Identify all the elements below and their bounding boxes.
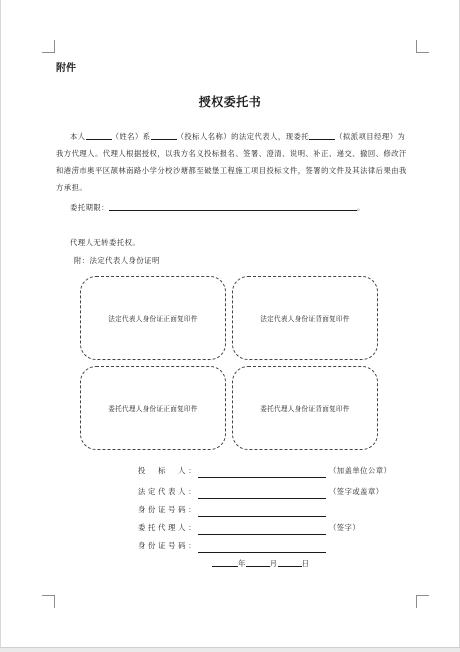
attachment-label: 附件 bbox=[56, 63, 76, 74]
date-row bbox=[212, 558, 309, 569]
signature-row-agent bbox=[0, 523, 460, 535]
crop-mark-bottom-right bbox=[416, 595, 429, 608]
signature-label: 身份证号码： bbox=[138, 505, 196, 514]
signature-label: 法定代表人： bbox=[138, 487, 196, 496]
signature-label: 投 标 人： bbox=[138, 466, 196, 475]
signature-line bbox=[198, 476, 326, 478]
year-label: 年 bbox=[238, 559, 246, 568]
id-copy-box-agent-back bbox=[232, 366, 378, 450]
id-copy-box-label: 法定代表人身份证背面复印件 bbox=[260, 315, 350, 323]
entrust-period-end: 。 bbox=[356, 203, 365, 212]
id-copy-box-legal-back bbox=[232, 276, 378, 360]
month-blank bbox=[246, 558, 270, 567]
signature-label: 委托代理人： bbox=[138, 523, 196, 532]
month-label: 月 bbox=[269, 559, 278, 568]
document-title: 授权委托书 bbox=[198, 95, 262, 109]
signature-row-legal-rep-id bbox=[0, 505, 460, 517]
signature-line bbox=[198, 497, 326, 499]
no-subdelegation-text: 代理人无转委托权。 bbox=[70, 238, 141, 247]
signature-line bbox=[198, 515, 326, 517]
year-blank bbox=[212, 558, 238, 567]
name-blank bbox=[86, 130, 112, 140]
signature-note: （签字） bbox=[329, 523, 361, 532]
day-blank bbox=[278, 558, 302, 567]
crop-mark-top-left bbox=[42, 40, 55, 53]
signature-row-agent-id bbox=[0, 541, 460, 553]
entrust-period-label: 委托期限： bbox=[70, 203, 109, 212]
id-copy-box-agent-front bbox=[80, 366, 226, 450]
paragraph-text-2: （姓名）系 bbox=[111, 132, 151, 141]
entrust-period-blank bbox=[109, 202, 357, 211]
crop-mark-top-right bbox=[416, 40, 429, 53]
signature-line bbox=[198, 551, 326, 553]
crop-mark-bottom-left bbox=[42, 595, 55, 608]
day-label: 日 bbox=[301, 559, 310, 568]
signature-row-legal-rep bbox=[0, 487, 460, 499]
paragraph-text-4: （拟派项目经理）为我方代理人。代理人根据授权，以我方名义投标报名、签署、澄清、说明、补正、递交、撤回、修改汗和港涝市奥平区颉林南路小学分校沙塘都至破堡工程施工项目投标文件，签署的文件及其法律后果由我方承担。 bbox=[56, 132, 407, 192]
entrust-period-row bbox=[70, 202, 365, 213]
id-copy-box-label: 委托代理人身份证背面复印件 bbox=[260, 405, 350, 413]
attachment-note: 附：法定代表人身份证明 bbox=[74, 256, 160, 265]
bidder-name-blank bbox=[151, 130, 177, 140]
authorization-paragraph bbox=[56, 128, 408, 196]
signature-line bbox=[198, 533, 326, 535]
signature-note: （加盖单位公章） bbox=[329, 466, 392, 475]
id-copy-box-label: 法定代表人身份证正面复印件 bbox=[108, 315, 198, 323]
signature-label: 身份证号码： bbox=[138, 541, 196, 550]
id-copy-box-label: 委托代理人身份证正面复印件 bbox=[108, 405, 198, 413]
signature-note: （签字或盖章） bbox=[329, 487, 384, 496]
viewer-bottom-edge bbox=[0, 647, 460, 652]
paragraph-text-3: （投标人名称）的法定代表人，现委托 bbox=[176, 132, 310, 141]
paragraph-text-1: 本人 bbox=[70, 132, 86, 141]
project-manager-blank bbox=[309, 130, 335, 140]
id-copy-box-legal-front bbox=[80, 276, 226, 360]
signature-row-bidder bbox=[0, 466, 460, 478]
